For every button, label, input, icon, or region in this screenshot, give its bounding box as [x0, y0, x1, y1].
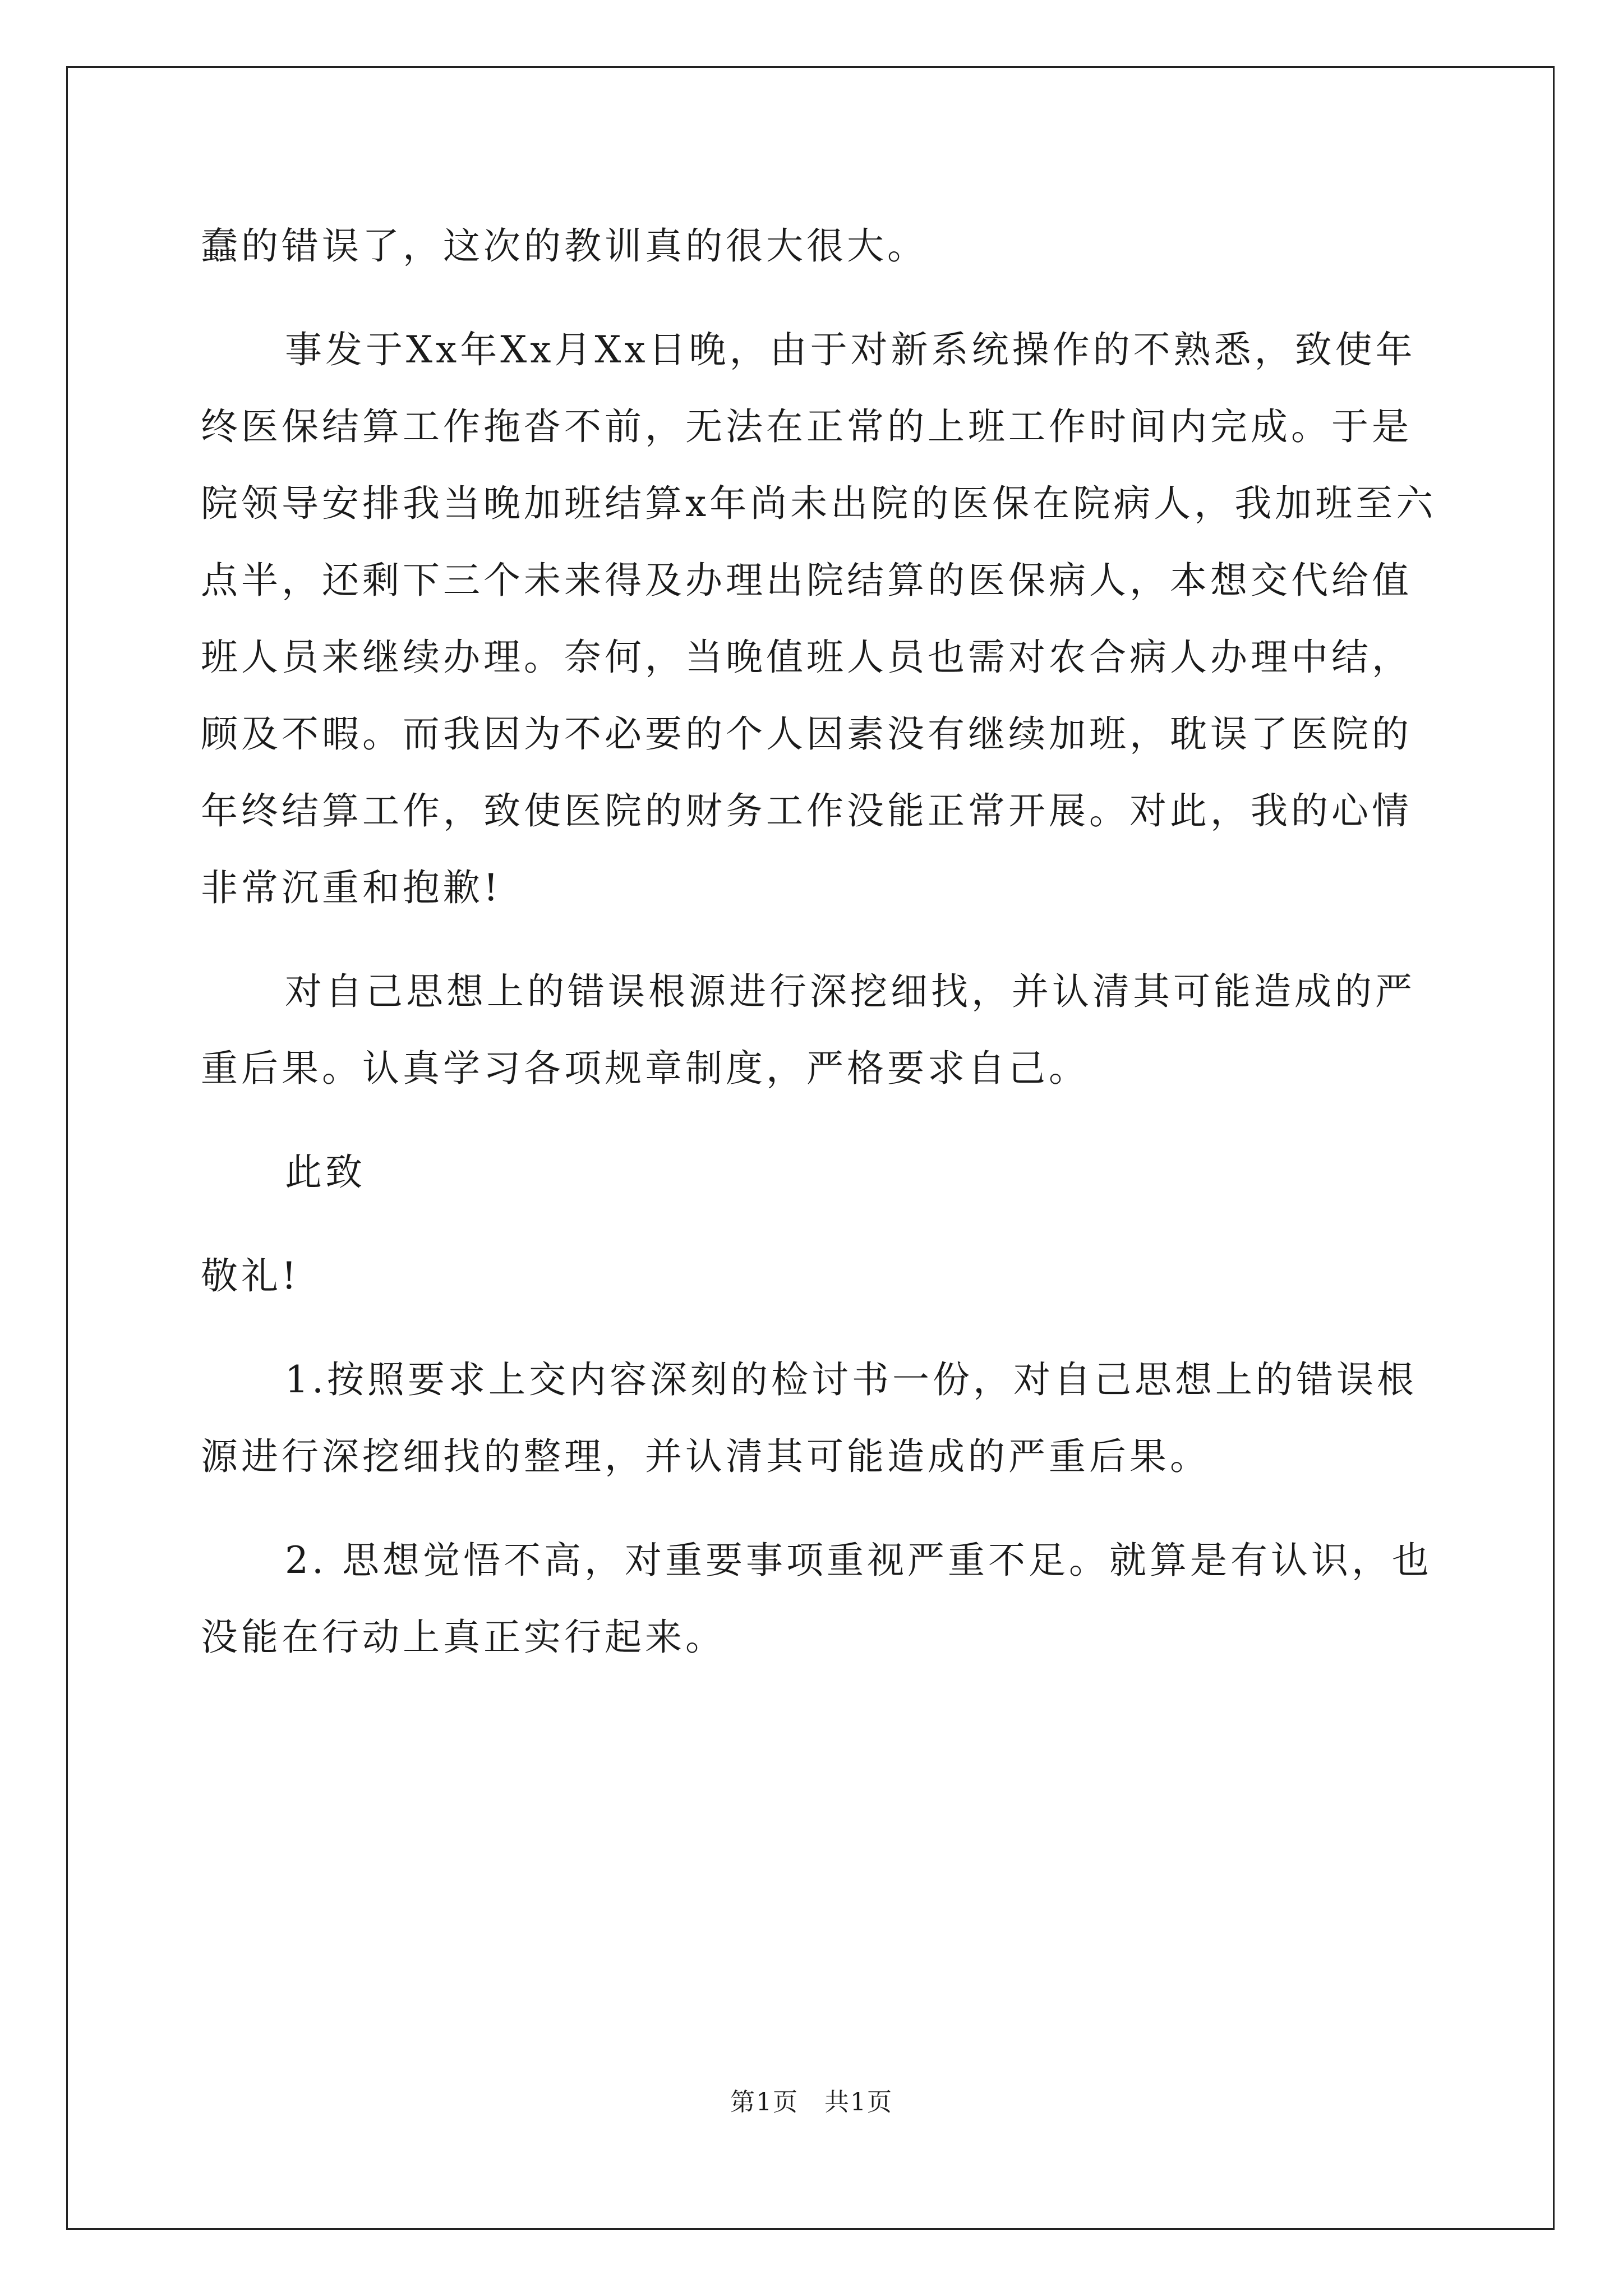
paragraph-1: 蠢的错误了，这次的教训真的很大很大。: [201, 224, 928, 268]
page-number-footer: 第1页 共1页: [730, 2088, 893, 2116]
list-item-1: 1.按照要求上交内容深刻的检讨书一份，对自己思想上的错误根源进行深挖细找的整理，并认清其可能造成的严重后果。: [201, 1358, 1417, 1478]
salutation-closing: 此致: [285, 1151, 366, 1194]
salutation-respect: 敬礼!: [201, 1254, 300, 1297]
document-body: [201, 208, 1440, 1703]
paragraph-3: 对自己思想上的错误根源进行深挖细找，并认清其可能造成的严重后果。认真学习各项规章制度，严格要求自己。: [201, 970, 1415, 1090]
list-item-2: 2. 思想觉悟不高，对重要事项重视严重不足。就算是有认识，也没能在行动上真正实行起来。: [201, 1539, 1432, 1659]
paragraph-2: 事发于Xx年Xx月Xx日晚，由于对新系统操作的不熟悉，致使年终医保结算工作拖沓不前，无法在正常的上班工作时间内完成。于是院领导安排我当晚加班结算x年尚未出院的医保在院病人，我加班至六点半，还剩下三个未来得及办理出院结算的医保病人，本想交代给值班人员来继续办理。奈何，当晚值班人员也需对农合病人办理中结，顾及不暇。而我因为不必要的个人因素没有继续加班，耽误了医院的年终结算工作，致使医院的财务工作没能正常开展。对此，我的心情非常沉重和抱歉!: [201, 328, 1437, 909]
